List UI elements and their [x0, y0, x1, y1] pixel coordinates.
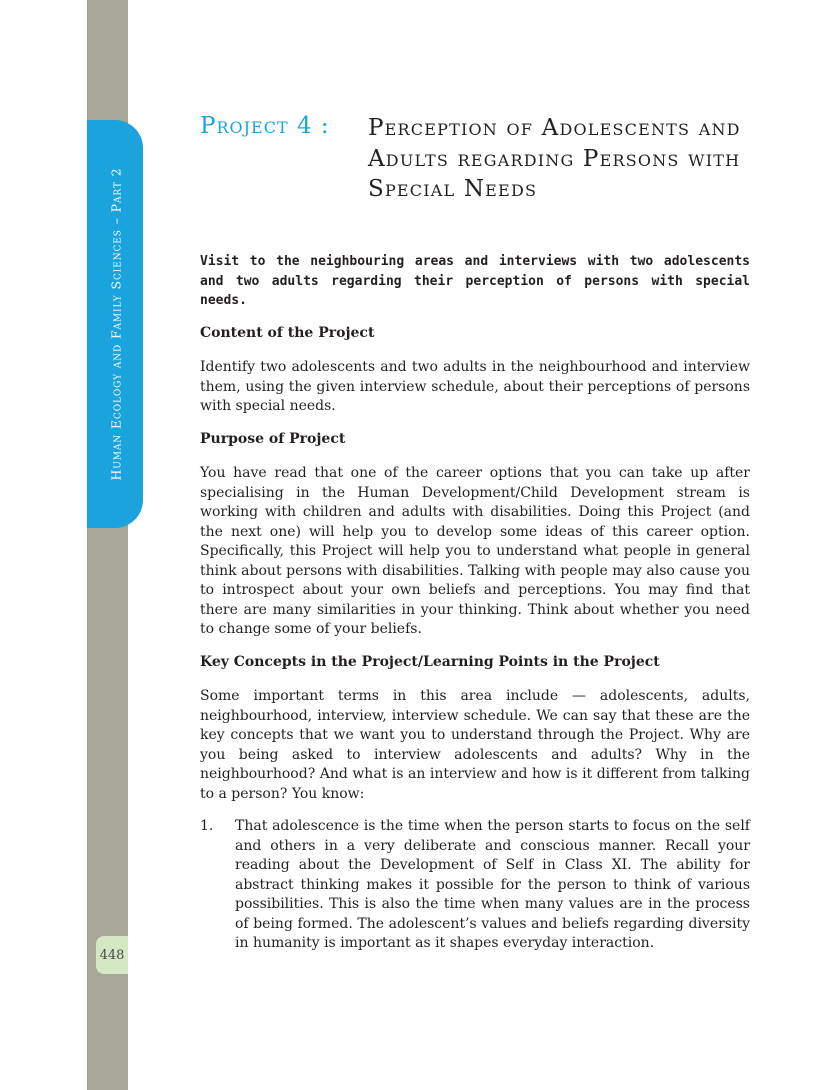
section-heading-content: Content of the Project	[200, 324, 375, 341]
project-label: Project 4 :	[200, 113, 330, 139]
intro-text: Visit to the neighbouring areas and interviews with two adolescents and two adults regarding their perception of persons with special needs.	[200, 254, 750, 308]
section-heading-purpose: Purpose of Project	[200, 430, 346, 447]
list-item	[200, 817, 750, 954]
points-list	[200, 817, 750, 954]
section-text-content: Identify two adolescents and two adults in the neighbourhood and interview them, using the given interview schedule, about their perceptions of persons with special needs.	[200, 359, 750, 414]
section-text-key-concepts: Some important terms in this area include — adolescents, adults, neighbourhood, interview, interview schedule. We can say that these are the key concepts that we want you to understand through the Project. Why are you being asked to interview adolescents and adults? Why in the neighbourhood? And what is an interview and how is it different from talking to a person? You know:	[200, 688, 750, 802]
part-label: Human Ecology and Family Sciences – Part 2	[108, 167, 124, 481]
list-item-text: That adolescence is the time when the person starts to focus on the self and others in a very deliberate and conscious manner. Recall your reading about the Development of Self in Class XI. The ability for abstract thinking makes it possible for the person to think of various possibilities. This is also the time when many values are in the process of being formed. The adolescent’s values and beliefs regarding diversity in humanity is important as it shapes everyday interaction.	[235, 818, 750, 951]
section-heading-key-concepts: Key Concepts in the Project/Learning Points in the Project	[200, 653, 660, 670]
page-number: 448	[96, 936, 128, 974]
section-text-purpose: You have read that one of the career options that you can take up after specialising in the Human Development/Child Development stream is working with children and adults with disabilities. Doing this Project (and the next one) will help you to develop some ideas of this career option. Specifically, this Project will help you to understand what people in general think about persons with disabilities. Talking with people may also cause you to introspect about your own beliefs and perceptions. You may find that there are many similarities in your thinking. Think about whether you need to change some of your beliefs.	[200, 465, 750, 637]
page-title: Perception of Adolescents and Adults regarding Persons with Special Needs	[368, 115, 741, 202]
main-content	[200, 252, 750, 954]
list-item-number: 1.	[200, 818, 214, 834]
